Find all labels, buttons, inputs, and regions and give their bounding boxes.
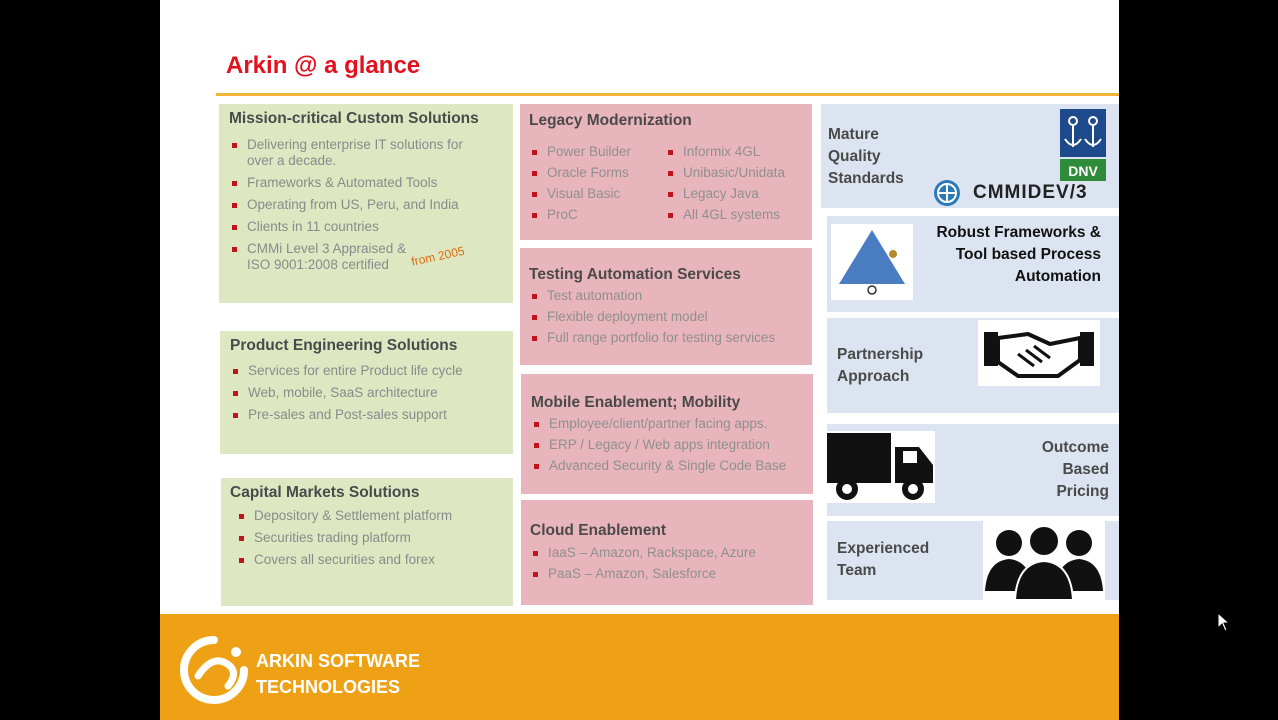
list-item: Full range portfolio for testing services <box>529 330 803 346</box>
outcome-line-3: Pricing <box>1056 483 1109 500</box>
outcome-line-1: Outcome <box>1041 439 1109 456</box>
list-item: Employee/client/partner facing apps. <box>531 416 803 432</box>
list-item: Visual Basic <box>529 186 665 202</box>
list-item: Legacy Java <box>665 186 801 202</box>
list-item: Frameworks & Automated Tools <box>229 175 503 191</box>
list-item: Informix 4GL <box>665 144 801 160</box>
box-heading: Cloud Enablement <box>530 522 667 539</box>
slide-title: Arkin @ a glance <box>226 52 421 79</box>
arkin-logo-icon <box>178 636 250 704</box>
product-engineering-box <box>220 331 513 454</box>
mission-critical-box <box>219 104 513 303</box>
list-item: Pre-sales and Post-sales support <box>230 407 503 423</box>
list-item: Depository & Settlement platform <box>236 508 504 524</box>
company-name <box>256 648 420 700</box>
team-line-2: Team <box>837 562 877 579</box>
box-heading: Testing Automation Services <box>529 266 741 283</box>
quality-standards-box <box>821 104 1119 208</box>
handshake-icon <box>978 320 1100 386</box>
frameworks-line-3: Automation <box>1014 268 1101 285</box>
list-item: ProC <box>529 207 665 223</box>
partnership-line-2: Approach <box>837 368 910 385</box>
dnv-text: DNV <box>1068 163 1098 179</box>
list-item: Clients in 11 countries <box>229 219 503 235</box>
box-heading: Mission-critical Custom Solutions <box>229 110 479 127</box>
from-2005-annotation: from 2005 <box>410 243 466 269</box>
list-item: Advanced Security & Single Code Base <box>531 458 803 474</box>
list-item: Power Builder <box>529 144 665 160</box>
partnership-line-1: Partnership <box>837 346 924 363</box>
cloud-enablement-box <box>521 500 813 605</box>
pyramid-icon <box>831 224 913 300</box>
list-item: CMMi Level 3 Appraised & ISO 9001:2008 certified <box>229 241 417 273</box>
footer-band <box>160 614 1119 720</box>
list-item: PaaS – Amazon, Salesforce <box>530 566 804 582</box>
list-item: Oracle Forms <box>529 165 665 181</box>
box-heading: Legacy Modernization <box>529 112 692 129</box>
truck-icon <box>823 431 935 503</box>
list-item: Services for entire Product life cycle <box>230 363 503 379</box>
cmmi-logo-text: CMMIDEV/3 <box>973 182 1088 203</box>
quality-line-1: Mature <box>828 126 879 143</box>
mobile-enablement-box <box>521 374 813 494</box>
quality-line-2: Quality <box>828 148 881 165</box>
team-people-icon <box>983 521 1105 600</box>
list-item: Unibasic/Unidata <box>665 165 801 181</box>
list-item: All 4GL systems <box>665 207 801 223</box>
frameworks-line-1: Robust Frameworks & <box>936 224 1101 241</box>
dnv-logo-icon <box>1060 109 1106 181</box>
list-item: Flexible deployment model <box>529 309 803 325</box>
experienced-team-box <box>827 521 1119 600</box>
frameworks-line-2: Tool based Process <box>955 246 1101 263</box>
team-line-1: Experienced <box>837 540 930 557</box>
list-item: Covers all securities and forex <box>236 552 504 568</box>
mouse-cursor-icon <box>1217 612 1231 632</box>
company-line-2: TECHNOLOGIES <box>256 677 401 697</box>
capital-markets-box <box>221 478 513 606</box>
list-item: Operating from US, Peru, and India <box>229 197 503 213</box>
box-heading: Capital Markets Solutions <box>230 484 420 501</box>
cmmi-globe-icon <box>932 178 964 208</box>
list-item: IaaS – Amazon, Rackspace, Azure <box>530 545 804 561</box>
quality-line-3: Standards <box>828 170 904 187</box>
testing-automation-box <box>520 248 812 365</box>
slide <box>160 0 1119 720</box>
list-item: Web, mobile, SaaS architecture <box>230 385 503 401</box>
list-item: Delivering enterprise IT solutions for over a decade. <box>229 137 482 169</box>
title-rule <box>216 93 1119 96</box>
list-item: Securities trading platform <box>236 530 504 546</box>
partnership-box <box>827 318 1119 413</box>
list-item: ERP / Legacy / Web apps integration <box>531 437 803 453</box>
company-line-1: ARKIN SOFTWARE <box>256 651 420 671</box>
box-heading: Mobile Enablement; Mobility <box>531 394 741 411</box>
outcome-line-2: Based <box>1062 461 1109 478</box>
legacy-modernization-box <box>520 104 812 240</box>
box-heading: Product Engineering Solutions <box>230 337 458 354</box>
robust-frameworks-box <box>827 216 1119 312</box>
list-item: Test automation <box>529 288 803 304</box>
